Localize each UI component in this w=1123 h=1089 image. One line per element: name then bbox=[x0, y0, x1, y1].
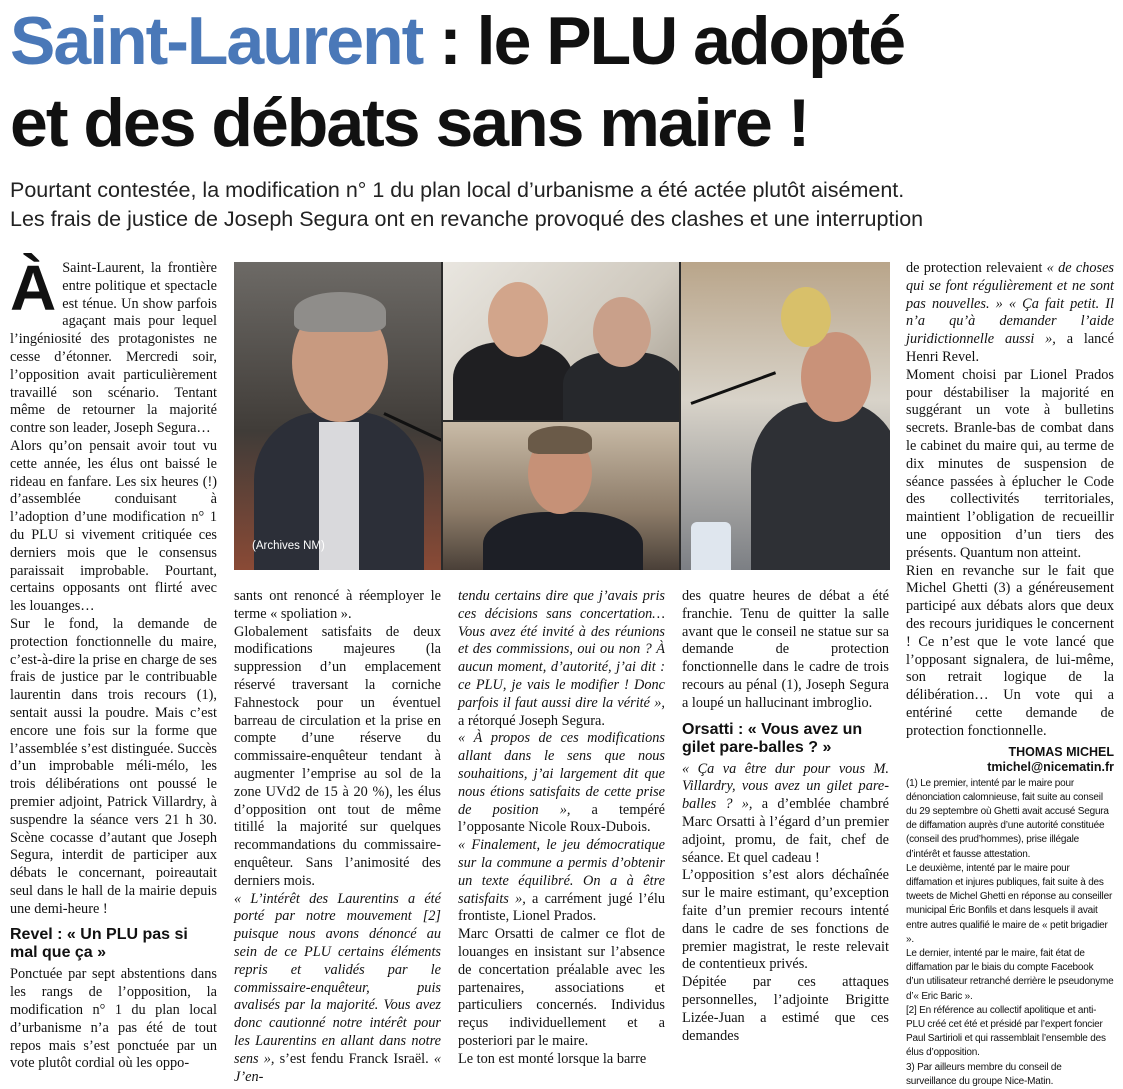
footnotes bbox=[906, 777, 1114, 1089]
footnote-3: 3) Par ailleurs membre du conseil de surveillance du groupe Nice-Matin. bbox=[906, 1061, 1062, 1087]
headline-line-1 bbox=[10, 0, 1120, 82]
article-column-2 bbox=[234, 588, 441, 1086]
col2-paragraph-1: sants ont renoncé à réemployer le terme « spoliation ». bbox=[234, 588, 441, 622]
quote-segura: tendu certains dire que j’avais pris ces décisions sans concertation… Vous avez été invité à des réunions et des commissions, oui ou non ? À aucun moment, d’autorité, j’ai dit : ce PLU, je vais le modifier ! Donc parfois il faut aussi dire la vérité », bbox=[458, 588, 665, 711]
author-email: tmichel@nicematin.fr bbox=[987, 759, 1114, 774]
standfirst-line-2: Les frais de justice de Joseph Segura ont en revanche provoqué des clashes et une interruption bbox=[10, 207, 924, 231]
photo-mayor-panel bbox=[234, 262, 441, 570]
byline bbox=[906, 745, 1114, 775]
col3-paragraph-1 bbox=[458, 588, 665, 730]
col1-paragraph-4: Ponctuée par sept abstentions dans les rangs de l’opposition, la modification n° 1 du plan local d’urbanisme n’a pas été de tout repos mais s’est ponctuée par un vote plutôt cordial où les oppo- bbox=[10, 966, 217, 1072]
quote-attribution: s’est fendu Franck Israël. bbox=[274, 1050, 434, 1067]
headline-line-2: et des débats sans maire ! bbox=[10, 85, 809, 161]
col4-paragraph-1: des quatre heures de débat a été franchie. Tenu de quitter la salle avant que le conseil ne statue sur sa demande de protection fonctionnelle dans le cadre de trois recours au pénal (1), Joseph Segura a loupé un hallucinant imbroglio. bbox=[682, 588, 889, 711]
col5-paragraph-3: Rien en revanche sur le fait que Michel Ghetti (3) a généreusement participé aux débats alors que deux des recours juridiques le concernent ! Ce n’est que le vote lancé que l’opposant signalera, de lui-même, son retrait logique de la délibération… Un vote qui a entériné cette demande de protection fonctionnelle. bbox=[906, 562, 1114, 739]
article-column-1 bbox=[10, 252, 217, 1073]
headline-place: Saint-Laurent bbox=[10, 3, 423, 79]
col5-paragraph-1 bbox=[906, 260, 1114, 367]
quote-attribution: a rétorqué Joseph Segura. bbox=[458, 712, 605, 729]
standfirst bbox=[10, 176, 1120, 234]
col1-paragraph-3: Sur le fond, la demande de protection fonctionnelle du maire, c’est-à-dire la prise en charge de ses frais de justice par le contribuable laurentin dans trois recours (1), sentait aussi la poudre. Mais c’est encore une fois sur la forme que l’assemblée s’est distinguée. Succès d’un improbable méli-mélo, les trois délibérations ont poussé le premier adjoint, Patrick Villardry, à suspendre la séance vers 21 h 30. Scène cocasse d’autant que Joseph Segura, interdit de participer aux débats le concernant, poireautait seul dans le hall de la mairie depuis une demi-heure ! bbox=[10, 615, 217, 917]
footnote-2: [2] En référence au collectif apolitique et anti-PLU créé cet été et présidé par l’expert foncier Paul Sartirioli et qui rassemblait l’ensemble des élus d’opposition. bbox=[906, 1004, 1106, 1059]
col3-paragraph-3 bbox=[458, 837, 665, 926]
photo-montage bbox=[234, 262, 890, 570]
col2-paragraph-3 bbox=[234, 891, 441, 1087]
col3-paragraph-2 bbox=[458, 730, 665, 837]
quote-attribution: a lancé Henri Revel. bbox=[906, 331, 1115, 365]
drop-cap: À bbox=[10, 252, 57, 324]
footnote-1: (1) Le premier, intenté par le maire pour dénonciation calomnieuse, fait suite au conseil du 29 septembre où Ghetti avait accusé Segura de diffamation auprès d’une autorité constituée (conseil des prud’hommes), prise illégale d’intérêt et fausse attestation. bbox=[906, 777, 1109, 860]
col4-paragraph-2 bbox=[682, 761, 889, 868]
col3-paragraph-5: Le ton est monté lorsque la barre bbox=[458, 1050, 647, 1067]
col1-paragraph-2: Alors qu’on pensait avoir tout vu cette année, les élus ont baissé le rideau en fanfare. Les six heures (!) d’assemblée conduisant à l’adoption d’une modification n° 1 du PLU si vivement critiquée ces derniers mois que le consensus paraissait improbable. Pourtant, certains opposants ont flirté avec les louanges… bbox=[10, 437, 217, 615]
quote-attribution: a d’emblée chambré Marc Orsatti à l’égard d’un premier adjoint, promu, de fait, chef de séance. Et quel cadeau ! bbox=[682, 796, 889, 866]
col2-paragraph-2: Globalement satisfaits de deux modifications majeures (la suppression d’un emplacement réservé traversant la corniche Fahnestock pour un éventuel barreau de circulation et la prise en compte d’une réserve du commissaire-enquêteur tendant à augmenter l’emprise au sol de la zone UVd2 de 15 à 20 %), les élus d’opposition ont tout de même titillé la majorité sur quelques recommandations du commissaire-enquêteur. Sans l’animosité des derniers mois. bbox=[234, 623, 441, 889]
photo-credit: (Archives NM) bbox=[252, 540, 325, 552]
photo-two-men-panel bbox=[443, 262, 679, 420]
article-column-4 bbox=[682, 588, 889, 1045]
col5-lead: de protection relevaient bbox=[906, 260, 1047, 276]
quote-attribution: a tempéré l’opposante Nicole Roux-Dubois. bbox=[458, 801, 665, 836]
standfirst-line-1: Pourtant contestée, la modification n° 1 du plan local d’urbanisme a été actée plutôt aisément. bbox=[10, 178, 905, 202]
headline-rest: : le PLU adopté bbox=[422, 3, 905, 79]
article-column-5 bbox=[906, 260, 1114, 1089]
col5-paragraph-2: Moment choisi par Lionel Prados pour déstabiliser la majorité en suggérant un vote à bulletins secrets. Branle-bas de combat dans le cabinet du maire qui, au terme de dix minutes de suspension de séance passées à éplucher le Code des collectivités territoriales, maintient l’obligation de recueillir une opposition d’un tiers des présents. Quantum non atteint. bbox=[906, 366, 1114, 561]
headline bbox=[10, 0, 1120, 164]
quote-revel: « de choses qui se font régulièrement et ne sont pas nouvelles. » « Ça fait petit. Il n’a qu’à demander l’aide juridictionnelle aussi », bbox=[906, 260, 1114, 348]
quote-prados: « Finalement, le jeu démocratique sur la commune a permis d’obtenir un texte équilibré. On a à être satisfaits », bbox=[458, 837, 665, 907]
quote-israel: « L’intérêt des Laurentins a été porté par notre mouvement [2] puisque nous avons dénoncé au sein de ce PLU certains éléments repris et validés par le commissaire-enquêteur, puis avalisés par la majorité. Vous avez donc cautionné notre intérêt pour les Laurentins en allant dans notre sens », bbox=[234, 890, 441, 1067]
subhead-revel: Revel : « Un PLU pas si mal que ça » bbox=[10, 926, 188, 962]
quote-segura-start: « J’en- bbox=[234, 1050, 441, 1085]
photo-gesturing-man-panel bbox=[681, 262, 890, 570]
subhead-orsatti: Orsatti : « Vous avez un gilet pare-balles ? » bbox=[682, 720, 863, 756]
col1-paragraph-1: Saint-Laurent, la frontière entre politique et spectacle est ténue. Un show parfois agaçant mais pour lequel l’ingéniosité des protagonistes ne cesse d’étonner. Mercredi soir, l’opposition avait particulièrement travaillé son scénario. Tentant même de retourner la majorité contre son leader, Joseph Segura… bbox=[10, 260, 217, 437]
col4-paragraph-3: L’opposition s’est alors déchaînée sur le maire estimant, qu’exception faite d’un premier recours intenté dans le cadre de ses fonctions de premier magistrat, le reste relevait de contentieux privés. bbox=[682, 867, 889, 973]
quote-roux-dubois: « À propos de ces modifications allant dans le sens que nous souhaitions, j’ai largement dit que nous étions satisfaits de cette prise de position », bbox=[458, 730, 665, 818]
author-name: THOMAS MICHEL bbox=[1008, 744, 1114, 759]
footnote-1b: Le deuxième, intenté par le maire pour diffamation et injures publiques, fait suite à des tweets de Michel Ghetti en réponse au conseiller municipal Éric Bonfils et dans lesquels il avait entre autres qualifié le maire de « petit brigadier ». bbox=[906, 862, 1113, 945]
col3-paragraph-4: Marc Orsatti de calmer ce flot de louanges en insistant sur l’absence de concertation préalable avec les partenaires, associations et particuliers concernés. Individus reçus individuellement et a posteriori par le maire. bbox=[458, 926, 665, 1049]
col4-paragraph-4: Dépitée par ces attaques personnelles, l’adjointe Brigitte Lizée-Juan a estimé que ces demandes bbox=[682, 974, 889, 1044]
photo-man-hands-panel bbox=[443, 422, 679, 570]
footnote-1c: Le dernier, intenté par le maire, fait état de diffamation par le biais du compte Facebook d’un utilisateur retranché derrière le pseudonyme d’« Eric Baric ». bbox=[906, 947, 1114, 1002]
quote-orsatti: « Ça va être dur pour vous M. Villardry, vous avez un gilet pare-balles ? », bbox=[682, 760, 889, 813]
article-column-3 bbox=[458, 588, 665, 1069]
quote-attribution: a carrément jugé l’élu frontiste, Lionel Prados. bbox=[458, 890, 665, 925]
